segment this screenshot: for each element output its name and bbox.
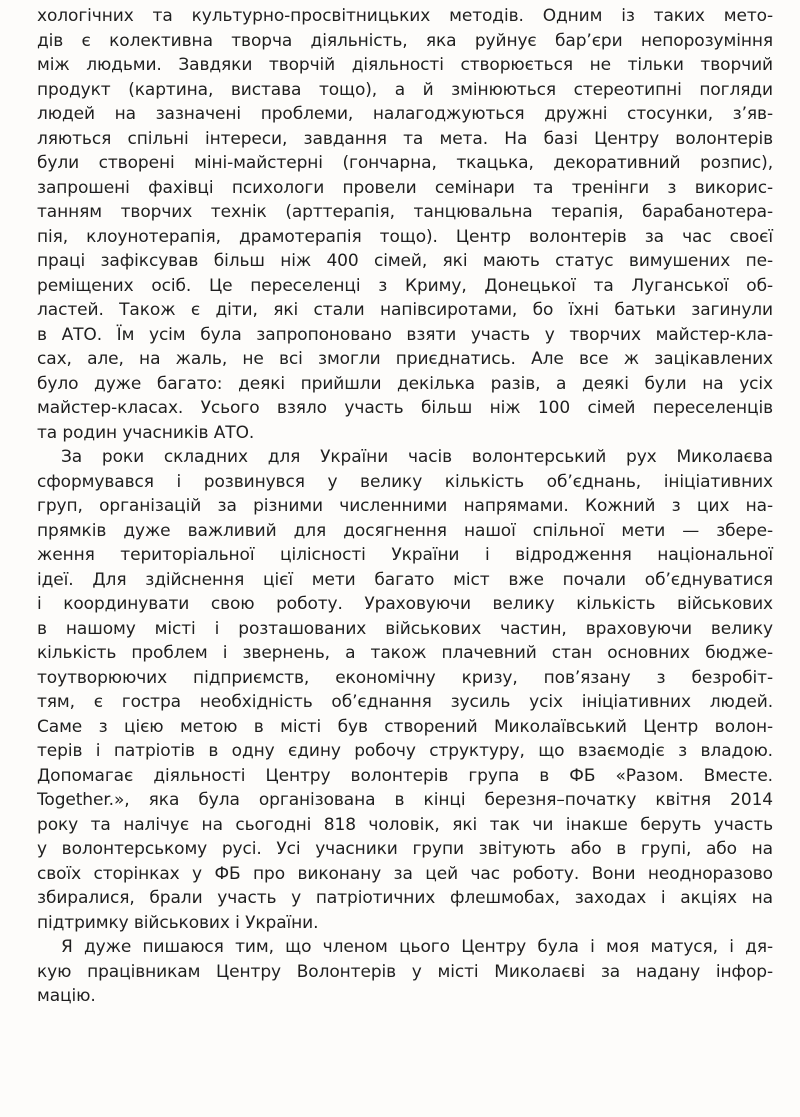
text-line: пія, клоунотерапія, драмотерапія тощо). Центр волонтерів за час своєї [37,226,773,247]
text-line: ідеї. Для здійснення цієї мети багато міст вже почали об’єднуватися [37,569,773,590]
text-line: тям, є гостра необхідність об’єднання зусиль усіх ініціативних людей. [37,692,773,712]
text-line: дів є колективна творча діяльність, яка руйнує бар’єри непорозуміння [37,30,773,51]
text-line: терів і патріотів в одну єдину робочу структуру, що взаємодіє з владою. [37,741,773,761]
text-line: було дуже багато: деякі прийшли декілька разів, а деякі були на усіх [37,373,773,394]
text-line: запрошені фахівці психологи провели семінари та тренінги з викорис- [37,177,773,198]
text-line: хологічних та культурно-просвітницьких методів. Одним із таких мето- [37,6,773,26]
text-line: в АТО. Їм усім була запропоновано взяти участь у творчих майстер-кла- [37,324,773,345]
text-line: реміщених осіб. Це переселенці з Криму, Донецької та Луганської об- [37,275,773,296]
text-line: людей на зазначені проблеми, налагоджуються дружні стосунки, з’яв- [37,104,773,124]
text-line: збиралися, брали участь у патріотичних флешмобах, заходах і акціях на [37,888,773,908]
text-line: Допомагає діяльності Центру волонтерів група в ФБ «Разом. Вместе. [37,765,773,786]
text-line: танням творчих технік (арттерапія, танцювальна терапія, барабанотера- [37,202,773,222]
text-line: кую працівникам Центру Волонтерів у місті Миколаєві за надану інфор- [37,961,773,982]
text-line: і координувати свою роботу. Ураховуючи велику кількість військових [37,594,773,614]
text-line: підтримку військових і України. [37,912,319,933]
text-line: у волонтерському русі. Усі учасники групи звітують або в групі, або на [37,839,773,859]
text-line: Саме з цією метою в місті був створений Миколаївський Центр волон- [37,716,773,737]
text-line: та родин учасників АТО. [37,422,255,443]
text-line: сформувався і розвинувся у велику кількість об’єднань, ініціативних [37,471,773,492]
text-line: мацію. [37,986,96,1006]
text-line: тоутворюючих підприємств, економічну кризу, пов’язану з безробіт- [37,667,773,688]
text-line: прямків дуже важливий для досягнення нашої спільної мети — збере- [37,520,773,541]
text-line: ження територіальної цілісності України і відродження національної [37,545,773,565]
text-line: Я дуже пишаюся тим, що членом цього Центру була і моя матуся, і дя- [61,937,773,957]
text-line: За роки складних для України часів волонтерський рух Миколаєва [61,447,773,467]
text-line: були створені міні-майстерні (гончарна, ткацька, декоративний розпис), [37,153,773,173]
text-line: в нашому місті і розташованих військових частин, враховуючи велику [37,618,773,639]
text-line: продукт (картина, вистава тощо), а й змінюються стереотипні погляди [37,79,773,100]
text-line: між людьми. Завдяки творчій діяльності створюється не тільки творчий [37,55,773,75]
text-line: року та налічує на сьогодні 818 чоловік, які так чи інакше беруть участь [37,814,773,835]
text-line: кількість проблем і звернень, а також плачевний стан основних бюдже- [37,643,773,663]
text-line: ластей. Також є діти, які стали напівсиротами, бо їхні батьки загинули [37,300,773,320]
text-line: своїх сторінках у ФБ про виконану за цей час роботу. Вони неодноразово [37,863,773,884]
text-line: майстер-класах. Усього взяло участь більш ніж 100 сімей переселенців [37,398,773,418]
text-line: Together.», яка була організована в кінці березня–початку квітня 2014 [37,790,773,810]
text-line: ляються спільні інтереси, завдання та мета. На базі Центру волонтерів [37,128,773,149]
text-line: груп, організацій за різними численними напрямами. Кожний з цих на- [37,496,773,516]
text-line: праці зафіксував більш ніж 400 сімей, які мають статус вимушених пе- [37,251,773,271]
text-line: сах, але, на жаль, не всі змогли приєднатись. Але все ж зацікавлених [37,349,773,369]
